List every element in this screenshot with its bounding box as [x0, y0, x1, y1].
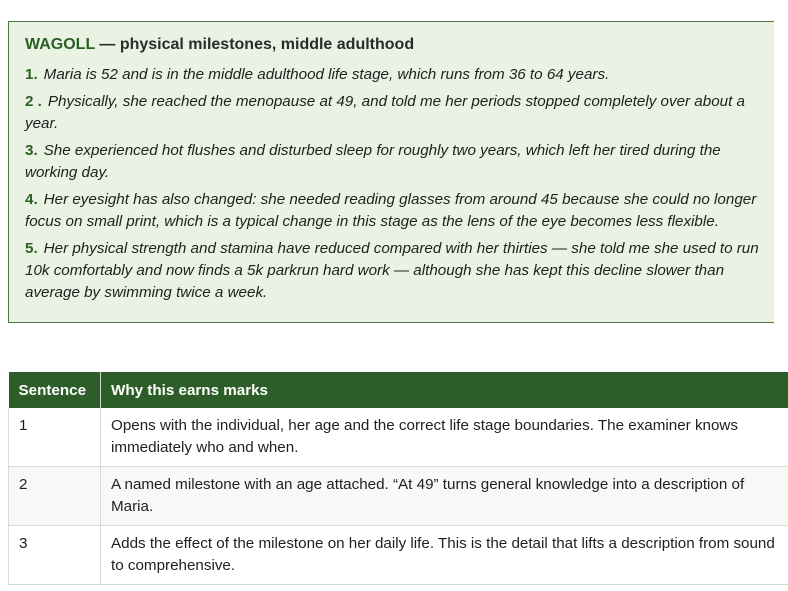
sentence-number: 1.	[25, 66, 38, 83]
sentence-text: Maria is 52 and is in the middle adulthood life stage, which runs from 36 to 64 years.	[43, 66, 610, 83]
column-header-reason: Why this earns marks	[101, 372, 788, 408]
sentence-text: She experienced hot flushes and disturbed sleep for roughly two years, which left her tired during the working day.	[25, 142, 721, 181]
wagoll-sentence-1	[25, 64, 774, 86]
marks-table	[8, 372, 788, 585]
table-row	[9, 467, 788, 526]
sentence-number: 3.	[25, 142, 38, 159]
table-row	[9, 526, 788, 585]
wagoll-sentence-4	[25, 189, 774, 233]
cell-sentence-number: 1	[9, 408, 101, 467]
table-header-row	[9, 372, 788, 408]
wagoll-box	[8, 21, 774, 323]
column-header-sentence: Sentence	[9, 372, 101, 408]
sentence-number: 2 .	[25, 93, 42, 110]
wagoll-title-rest: — physical milestones, middle adulthood	[94, 36, 415, 53]
table-row	[9, 408, 788, 467]
cell-reason: Adds the effect of the milestone on her daily life. This is the detail that lifts a description from sound to comprehensive.	[101, 526, 788, 585]
wagoll-sentence-5	[25, 238, 774, 304]
wagoll-sentence-2	[25, 91, 774, 135]
cell-reason: A named milestone with an age attached. “At 49” turns general knowledge into a description of Maria.	[101, 467, 788, 526]
cell-sentence-number: 3	[9, 526, 101, 585]
marks-table-container	[8, 372, 788, 585]
wagoll-sentence-3	[25, 140, 774, 184]
cell-reason: Opens with the individual, her age and the correct life stage boundaries. The examiner knows immediately who and when.	[101, 408, 788, 467]
cell-sentence-number: 2	[9, 467, 101, 526]
wagoll-title	[25, 35, 774, 55]
sentence-number: 4.	[25, 191, 38, 208]
sentence-text: Physically, she reached the menopause at 49, and told me her periods stopped completely over about a year.	[25, 93, 745, 132]
wagoll-title-keyword: WAGOLL	[25, 36, 95, 53]
sentence-number: 5.	[25, 240, 38, 257]
sentence-text: Her eyesight has also changed: she needed reading glasses from around 45 because she could no longer focus on small print, which is a typical change in this stage as the lens of the eye becomes less flexible.	[25, 191, 757, 230]
sentence-text: Her physical strength and stamina have reduced compared with her thirties — she told me she used to run 10k comfortably and now finds a 5k parkrun hard work — although she has kept this decline slower than average by swimming twice a week.	[25, 240, 759, 301]
